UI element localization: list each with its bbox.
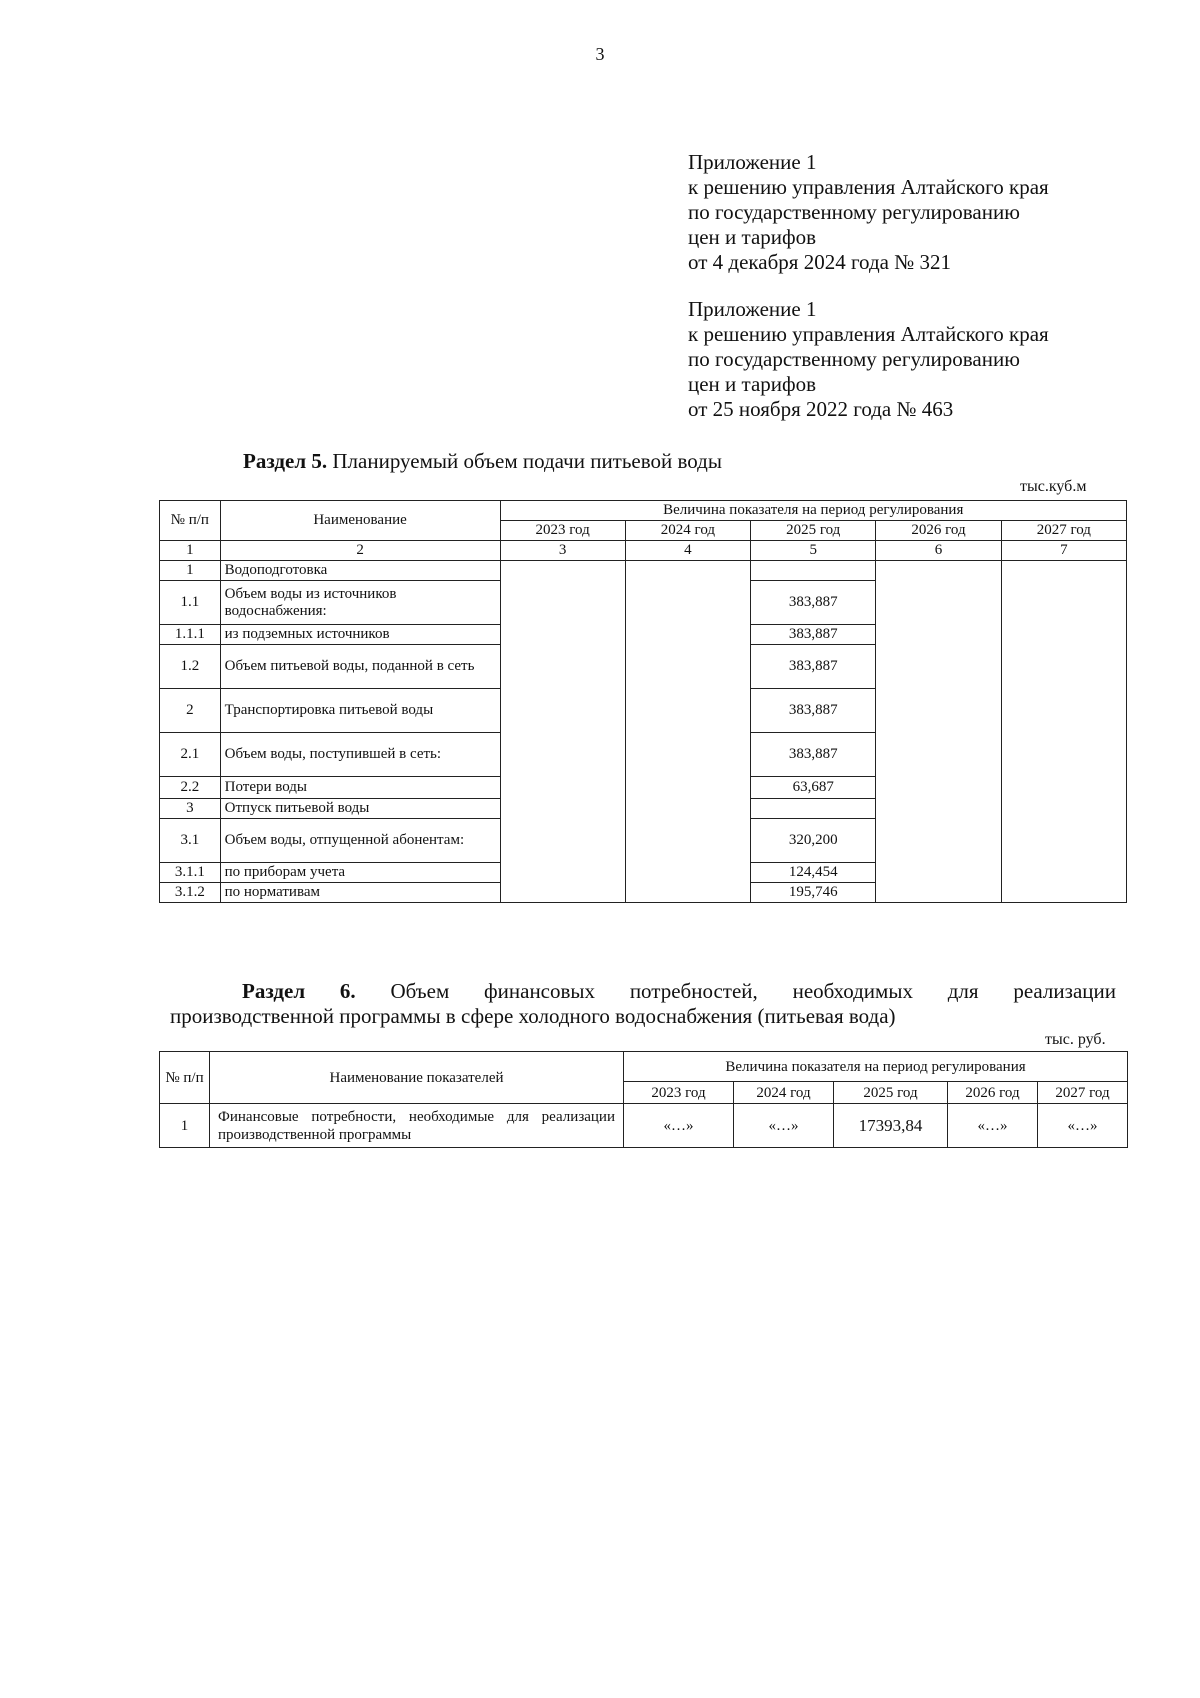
table-row <box>160 1104 1128 1148</box>
col-2027-empty <box>1001 561 1126 903</box>
col-header-year: 2026 год <box>876 521 1001 541</box>
appendix-previous <box>688 297 1049 422</box>
section6-heading-line1: Объем финансовых потребностей, необходимых для реализации <box>390 979 1116 1003</box>
row-value-2025: 320,200 <box>751 819 876 863</box>
row-value-2024: «…» <box>734 1104 834 1148</box>
row-num: 1.1 <box>160 581 221 625</box>
section6-title <box>170 979 1116 1029</box>
col-number: 5 <box>751 541 876 561</box>
row-num: 3 <box>160 799 221 819</box>
row-value-2025: 17393,84 <box>834 1104 948 1148</box>
appendix-line: цен и тарифов <box>688 372 817 396</box>
appendix-current <box>688 150 1049 275</box>
col-number: 7 <box>1001 541 1126 561</box>
row-value-2025: 383,887 <box>751 689 876 733</box>
col-header-period: Величина показателя на период регулирования <box>624 1052 1128 1082</box>
row-name: по нормативам <box>220 883 500 903</box>
col-2024-empty <box>625 561 750 903</box>
appendix-line: Приложение 1 <box>688 150 817 174</box>
row-value-2026: «…» <box>948 1104 1038 1148</box>
section5-heading: Планируемый объем подачи питьевой воды <box>332 449 722 473</box>
col-header-year: 2025 год <box>751 521 876 541</box>
appendix-line: к решению управления Алтайского края <box>688 322 1049 346</box>
col-header-year: 2024 год <box>734 1082 834 1104</box>
col-number: 4 <box>625 541 750 561</box>
row-name: Потери воды <box>220 777 500 799</box>
row-num: 1 <box>160 1104 210 1148</box>
table-row <box>160 561 1127 581</box>
row-name: Объем питьевой воды, поданной в сеть <box>220 645 500 689</box>
row-name: Транспортировка питьевой воды <box>220 689 500 733</box>
col-header-name: Наименование показателей <box>210 1052 624 1104</box>
appendix-line: цен и тарифов <box>688 225 817 249</box>
section6-title-line1 <box>170 979 1116 1004</box>
row-num: 1.2 <box>160 645 221 689</box>
row-name: Объем воды, поступившей в сеть: <box>220 733 500 777</box>
section5-title <box>243 449 722 474</box>
col-number: 3 <box>500 541 625 561</box>
col-header-name: Наименование <box>220 501 500 541</box>
row-name: Водоподготовка <box>220 561 500 581</box>
row-value-2023: «…» <box>624 1104 734 1148</box>
row-value-2025: 383,887 <box>751 581 876 625</box>
appendix-line: от 25 ноября 2022 года № 463 <box>688 397 954 421</box>
row-value-2027: «…» <box>1038 1104 1128 1148</box>
row-value-2025: 383,887 <box>751 625 876 645</box>
row-name: по приборам учета <box>220 863 500 883</box>
row-name: Объем воды из источников водоснабжения: <box>220 581 500 625</box>
row-num: 3.1.1 <box>160 863 221 883</box>
section5-unit: тыс.куб.м <box>1020 478 1087 495</box>
row-value-2025: 383,887 <box>751 645 876 689</box>
appendix-line: от 4 декабря 2024 года № 321 <box>688 250 951 274</box>
col-header-year: 2025 год <box>834 1082 948 1104</box>
section5-label: Раздел 5. <box>243 449 328 473</box>
water-volume-table <box>159 500 1127 903</box>
row-value-2025: 124,454 <box>751 863 876 883</box>
col-header-year: 2026 год <box>948 1082 1038 1104</box>
row-num: 3.1 <box>160 819 221 863</box>
row-name: из подземных источников <box>220 625 500 645</box>
col-header-year: 2024 год <box>625 521 750 541</box>
financial-needs-table <box>159 1051 1128 1148</box>
appendix-line: к решению управления Алтайского края <box>688 175 1049 199</box>
row-value-2025 <box>751 799 876 819</box>
col-number: 2 <box>220 541 500 561</box>
row-name: Финансовые потребности, необходимые для реализации производственной программы <box>210 1104 624 1148</box>
row-value-2025: 195,746 <box>751 883 876 903</box>
appendix-line: по государственному регулированию <box>688 347 1020 371</box>
section6-unit: тыс. руб. <box>1045 1031 1106 1048</box>
appendix-line: по государственному регулированию <box>688 200 1020 224</box>
row-num: 2.2 <box>160 777 221 799</box>
col-number: 1 <box>160 541 221 561</box>
col-header-year: 2027 год <box>1038 1082 1128 1104</box>
section6-heading-line2: производственной программы в сфере холодного водоснабжения (питьевая вода) <box>170 1004 896 1028</box>
row-num: 3.1.2 <box>160 883 221 903</box>
col-header-year: 2023 год <box>624 1082 734 1104</box>
page-number: 3 <box>595 44 605 64</box>
row-num: 2 <box>160 689 221 733</box>
section6-label: Раздел 6. <box>242 979 356 1003</box>
col-2023-empty <box>500 561 625 903</box>
col-header-year: 2027 год <box>1001 521 1126 541</box>
col-header-period: Величина показателя на период регулирования <box>500 501 1127 521</box>
col-header-num: № п/п <box>160 1052 210 1104</box>
row-num: 1 <box>160 561 221 581</box>
row-name: Отпуск питьевой воды <box>220 799 500 819</box>
col-number: 6 <box>876 541 1001 561</box>
row-value-2025 <box>751 561 876 581</box>
col-header-year: 2023 год <box>500 521 625 541</box>
row-value-2025: 63,687 <box>751 777 876 799</box>
row-value-2025: 383,887 <box>751 733 876 777</box>
row-name: Объем воды, отпущенной абонентам: <box>220 819 500 863</box>
row-num: 1.1.1 <box>160 625 221 645</box>
col-2026-empty <box>876 561 1001 903</box>
col-header-num: № п/п <box>160 501 221 541</box>
row-num: 2.1 <box>160 733 221 777</box>
appendix-line: Приложение 1 <box>688 297 817 321</box>
